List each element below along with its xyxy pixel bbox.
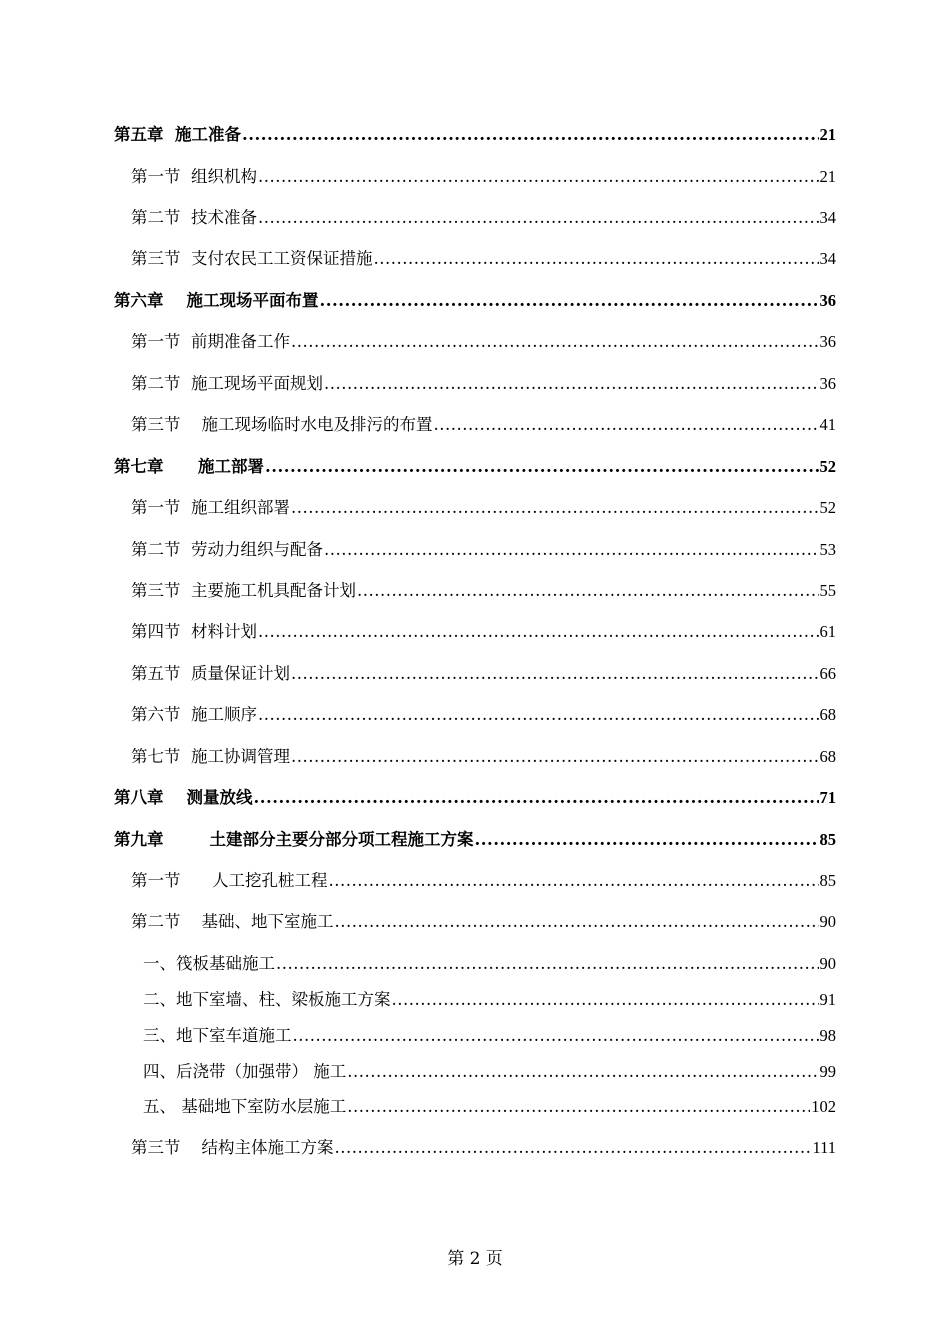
toc-entry-label: 二、地下室墙、柱、梁板施工方案	[143, 990, 391, 1009]
toc-entry-label: 五、 基础地下室防水层施工	[143, 1097, 347, 1116]
dot-leader	[291, 663, 819, 685]
toc-entry[interactable]	[114, 580, 836, 602]
toc-entry-page: 85	[819, 830, 836, 849]
toc-entry-label: 第二节 劳动力组织与配备	[131, 540, 323, 559]
toc-entry[interactable]	[114, 746, 836, 768]
toc-entry-page: 36	[819, 374, 836, 393]
toc-entry-label: 一、筏板基础施工	[143, 954, 275, 973]
toc-entry-label: 第一节 施工组织部署	[131, 498, 290, 517]
toc-entry-label: 第三节 结构主体施工方案	[131, 1138, 334, 1157]
toc-entry[interactable]	[114, 1096, 836, 1118]
toc-entry-page: 34	[819, 208, 836, 227]
dot-leader	[291, 497, 819, 519]
toc-entry[interactable]	[114, 497, 836, 519]
toc-entry-label: 第三节 支付农民工工资保证措施	[131, 249, 373, 268]
toc-entry-page: 68	[819, 705, 836, 724]
dot-leader	[276, 953, 819, 975]
toc-entry-page: 91	[819, 990, 836, 1009]
toc-entry[interactable]	[114, 787, 836, 809]
toc-entry-page: 52	[819, 457, 836, 476]
toc-entry-label: 第七节 施工协调管理	[131, 747, 290, 766]
toc-entry[interactable]	[114, 456, 836, 478]
toc-entry-label: 三、地下室车道施工	[143, 1026, 292, 1045]
dot-leader	[258, 621, 819, 643]
toc-entry-page: 55	[819, 581, 836, 600]
dot-leader	[334, 1137, 811, 1159]
toc-entry-label: 第四节 材料计划	[131, 622, 257, 641]
toc-entry-page: 90	[819, 954, 836, 973]
toc-entry-label: 第二节 施工现场平面规划	[131, 374, 323, 393]
toc-entry-page: 41	[819, 415, 836, 434]
toc-entry-page: 90	[819, 912, 836, 931]
toc-entry[interactable]	[114, 331, 836, 353]
dot-leader	[258, 704, 819, 726]
toc-entry[interactable]	[114, 1061, 836, 1083]
toc-entry[interactable]	[114, 539, 836, 561]
toc-entry-label: 第二节 技术准备	[131, 208, 257, 227]
toc-entry-label: 第九章 土建部分主要分部分项工程施工方案	[114, 830, 474, 849]
toc-entry-label: 第一节 组织机构	[131, 167, 257, 186]
toc-entry[interactable]	[114, 911, 836, 933]
toc-entry-label: 第二节 基础、地下室施工	[131, 912, 334, 931]
toc-entry-page: 99	[819, 1062, 836, 1081]
toc-entry[interactable]	[114, 373, 836, 395]
toc-entry[interactable]	[114, 870, 836, 892]
dot-leader	[265, 456, 819, 478]
toc-entry-page: 85	[819, 871, 836, 890]
toc-entry-page: 98	[819, 1026, 836, 1045]
dot-leader	[253, 787, 818, 809]
toc-entry[interactable]	[114, 621, 836, 643]
toc-entry-label: 第一节 人工挖孔桩工程	[131, 871, 328, 890]
toc-entry-page: 71	[819, 788, 836, 807]
toc-entry-page: 21	[819, 125, 836, 144]
dot-leader	[357, 580, 819, 602]
toc-entry-page: 111	[812, 1138, 836, 1157]
toc-entry[interactable]	[114, 207, 836, 229]
toc-entry[interactable]	[114, 663, 836, 685]
dot-leader	[293, 1025, 819, 1047]
toc-entry-page: 36	[819, 332, 836, 351]
toc-entry[interactable]	[114, 124, 836, 146]
dot-leader	[242, 124, 819, 146]
toc-entry-label: 第五节 质量保证计划	[131, 664, 290, 683]
toc-entry-label: 第八章 测量放线	[114, 788, 253, 807]
dot-leader	[324, 539, 819, 561]
toc-entry-label: 第五章 施工准备	[114, 125, 241, 144]
toc-entry-label: 第六章 施工现场平面布置	[114, 291, 319, 310]
dot-leader	[319, 290, 818, 312]
dot-leader	[433, 414, 818, 436]
toc-entry-label: 第三节 主要施工机具配备计划	[131, 581, 356, 600]
toc-entry[interactable]	[114, 1025, 836, 1047]
dot-leader	[392, 989, 819, 1011]
toc-entry[interactable]	[114, 1137, 836, 1159]
toc-entry-label: 第七章 施工部署	[114, 457, 264, 476]
dot-leader	[291, 746, 819, 768]
toc-entry[interactable]	[114, 248, 836, 270]
toc-entry[interactable]	[114, 414, 836, 436]
dot-leader	[334, 911, 818, 933]
toc-entry[interactable]	[114, 953, 836, 975]
toc-entry-page: 21	[819, 167, 836, 186]
toc-entry-page: 102	[811, 1097, 836, 1116]
toc-entry-page: 52	[819, 498, 836, 517]
toc-entry-label: 四、后浇带（加强带） 施工	[143, 1062, 347, 1081]
toc-entry[interactable]	[114, 829, 836, 851]
toc-entry[interactable]	[114, 989, 836, 1011]
dot-leader	[328, 870, 818, 892]
toc-entry[interactable]	[114, 290, 836, 312]
toc-entry[interactable]	[114, 166, 836, 188]
toc-entry-page: 34	[819, 249, 836, 268]
dot-leader	[347, 1096, 810, 1118]
page-number-footer: 第 2 页	[447, 1249, 503, 1269]
dot-leader	[474, 829, 818, 851]
toc-entry-page: 61	[819, 622, 836, 641]
dot-leader	[324, 373, 819, 395]
toc-entry-page: 66	[819, 664, 836, 683]
dot-leader	[258, 166, 819, 188]
toc-entry-page: 36	[819, 291, 836, 310]
toc-entry-page: 53	[819, 540, 836, 559]
dot-leader	[347, 1061, 818, 1083]
toc-entry[interactable]	[114, 704, 836, 726]
toc-entry-label: 第一节 前期准备工作	[131, 332, 290, 351]
dot-leader	[291, 331, 819, 353]
toc-entry-label: 第六节 施工顺序	[131, 705, 257, 724]
dot-leader	[374, 248, 819, 270]
toc-entry-label: 第三节 施工现场临时水电及排污的布置	[131, 415, 433, 434]
toc-entry-page: 68	[819, 747, 836, 766]
dot-leader	[258, 207, 819, 229]
